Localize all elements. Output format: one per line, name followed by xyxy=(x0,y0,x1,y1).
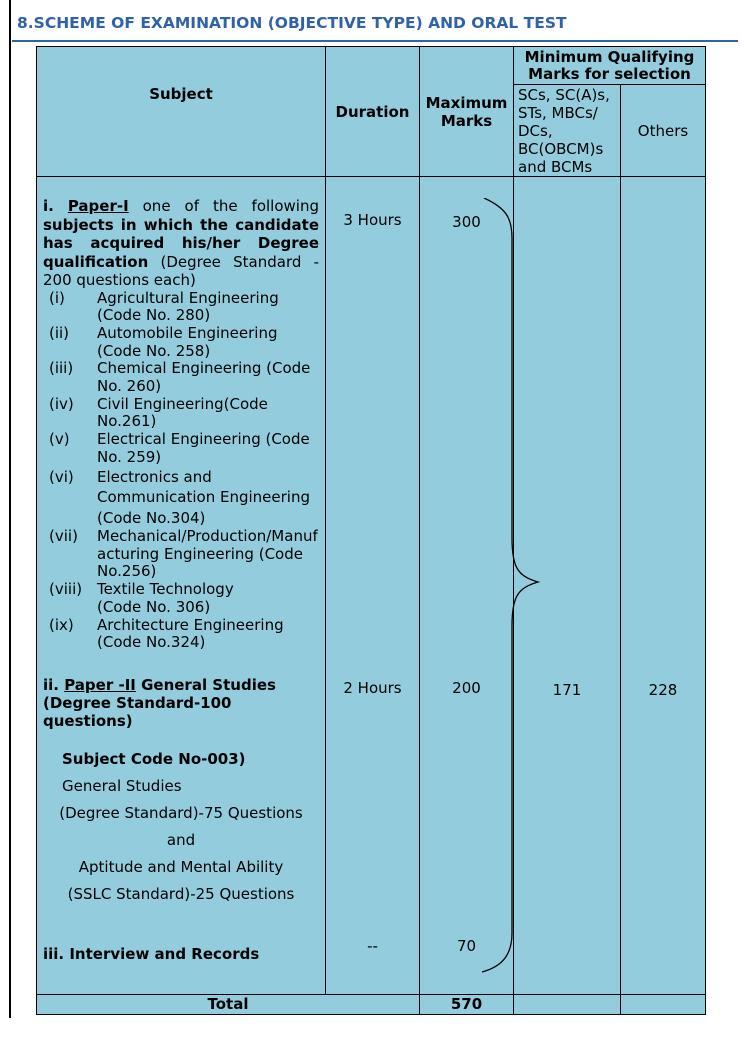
grouping-brace xyxy=(446,198,546,978)
header-row-1 xyxy=(37,47,706,85)
list-item-text xyxy=(97,431,319,466)
list-item-line: Chemical Engineering (Code xyxy=(97,359,311,378)
paper1-rest-plain: one of the following xyxy=(128,197,319,215)
paper1-duration: 3 Hours xyxy=(343,211,402,229)
list-item-text xyxy=(97,290,319,325)
paper1-intro xyxy=(43,197,319,290)
list-item-line: (Code No. 306) xyxy=(97,597,211,616)
paper2-min-sc: 171 xyxy=(552,681,582,699)
total-marks: 570 xyxy=(420,995,514,1015)
interview-label: iii. Interview and Records xyxy=(43,944,260,963)
list-item-line: Architecture Engineering xyxy=(97,615,284,634)
list-item-text xyxy=(97,396,319,431)
duration-cell xyxy=(326,177,420,995)
paper2-subject-code: Subject Code No-003) xyxy=(62,749,246,768)
list-item-line: Civil Engineering(Code xyxy=(97,394,268,413)
header-min-qualifying-line1: Minimum Qualifying xyxy=(524,48,695,66)
list-item-num: (vii) xyxy=(49,527,78,546)
list-item-line: No. 260) xyxy=(97,377,162,396)
header-others: Others xyxy=(621,85,706,177)
paper2-rest: General Studies (Degree Standard-100 questions) xyxy=(43,675,276,730)
paper2-and: and xyxy=(166,830,196,849)
body-row xyxy=(37,177,706,995)
list-item xyxy=(49,581,319,616)
paper1-title: Paper-I xyxy=(67,197,129,215)
list-item-line: Mechanical/Production/Manuf xyxy=(97,527,318,546)
list-item-num: (i) xyxy=(49,288,65,307)
list-item-text xyxy=(97,325,319,360)
brace-path xyxy=(482,198,538,972)
list-item-text xyxy=(97,581,319,616)
list-item-line: No. 259) xyxy=(97,447,162,466)
header-subject: Subject xyxy=(37,47,326,177)
header-max-marks-line2: Marks xyxy=(440,111,493,130)
list-item xyxy=(49,528,319,581)
list-item-num: (viii) xyxy=(49,580,83,599)
header-sc-line: DCs, xyxy=(518,122,553,140)
list-item-line: Communication Engineering xyxy=(97,488,310,507)
list-item-line: Automobile Engineering xyxy=(97,323,278,342)
paper1-subject-list xyxy=(49,290,319,652)
paper2-duration: 2 Hours xyxy=(343,679,402,697)
list-item-text xyxy=(97,528,319,581)
paper1-marks: 300 xyxy=(452,213,481,231)
header-max-marks-line1: Maximum xyxy=(425,93,508,112)
list-item xyxy=(49,467,319,529)
list-item xyxy=(49,290,319,325)
list-item xyxy=(49,360,319,395)
paper1-rest-bold: subjects in which the candidate has acquired his/her Degree qualification xyxy=(43,215,319,271)
list-item-num: (ii) xyxy=(49,323,70,342)
min-others-cell xyxy=(621,177,706,995)
header-sc-line: BC(OBCM)s xyxy=(518,140,604,158)
list-item xyxy=(49,396,319,431)
section-heading: 8.SCHEME OF EXAMINATION (OBJECTIVE TYPE) AND ORAL TEST xyxy=(17,14,567,32)
interview-duration: -- xyxy=(367,937,378,955)
subject-cell xyxy=(37,177,326,995)
paper2-gs-degree: (Degree Standard)-75 Questions xyxy=(59,803,303,822)
header-sc-line: and BCMs xyxy=(518,158,593,176)
header-duration: Duration xyxy=(326,47,420,177)
list-item-line: Agricultural Engineering xyxy=(97,288,279,307)
list-item-line: Electronics and xyxy=(97,467,212,486)
total-label: Total xyxy=(37,995,420,1015)
list-item-line: (Code No.304) xyxy=(97,508,206,527)
list-item-text xyxy=(97,617,319,652)
list-item-text xyxy=(97,360,319,395)
header-sc-line: SCs, SC(A)s, xyxy=(518,86,610,104)
list-item-num: (vi) xyxy=(49,467,74,486)
total-row xyxy=(37,995,706,1015)
list-item-num: (iv) xyxy=(49,394,74,413)
paper2-gs: General Studies xyxy=(62,776,182,795)
scheme-table xyxy=(36,46,706,1015)
list-item-line: (Code No.324) xyxy=(97,633,206,652)
paper2-num: ii. xyxy=(43,675,59,694)
paper2-title xyxy=(43,676,319,730)
paper1-tail: (Degree Standard - 200 questions each) xyxy=(43,252,319,289)
interview-marks: 70 xyxy=(456,937,477,955)
paper1-num: i. xyxy=(43,197,54,215)
list-item-num: (iii) xyxy=(49,359,74,378)
list-item xyxy=(49,431,319,466)
list-item-num: (v) xyxy=(49,430,70,449)
list-item xyxy=(49,617,319,652)
header-max-marks xyxy=(420,47,514,177)
paper2-aptitude: Aptitude and Mental Ability xyxy=(78,857,284,876)
list-item-line: (Code No. 258) xyxy=(97,341,211,360)
paper2-sslc: (SSLC Standard)-25 Questions xyxy=(67,884,295,903)
header-sc-category xyxy=(514,85,621,177)
list-item xyxy=(49,325,319,360)
paper2-min-others: 228 xyxy=(648,681,678,699)
list-item-line: Electrical Engineering (Code xyxy=(97,430,310,449)
header-sc-line: STs, MBCs/ xyxy=(518,104,598,122)
header-min-qualifying-line2: Marks for selection xyxy=(528,65,691,83)
list-item-line: No.261) xyxy=(97,412,157,431)
total-empty-2 xyxy=(621,995,706,1015)
heading-underline xyxy=(12,40,738,42)
list-item-line: acturing Engineering (Code xyxy=(97,544,303,563)
list-item-line: (Code No. 280) xyxy=(97,306,211,325)
page-left-rule xyxy=(9,0,11,1018)
paper2-marks: 200 xyxy=(452,679,481,697)
list-item-text xyxy=(97,467,319,529)
list-item-line: No.256) xyxy=(97,562,157,581)
list-item-num: (ix) xyxy=(49,615,74,634)
paper2-title-link: Paper -II xyxy=(64,675,136,694)
total-empty-1 xyxy=(514,995,621,1015)
header-min-qualifying xyxy=(514,47,706,85)
list-item-line: Textile Technology xyxy=(97,580,234,599)
